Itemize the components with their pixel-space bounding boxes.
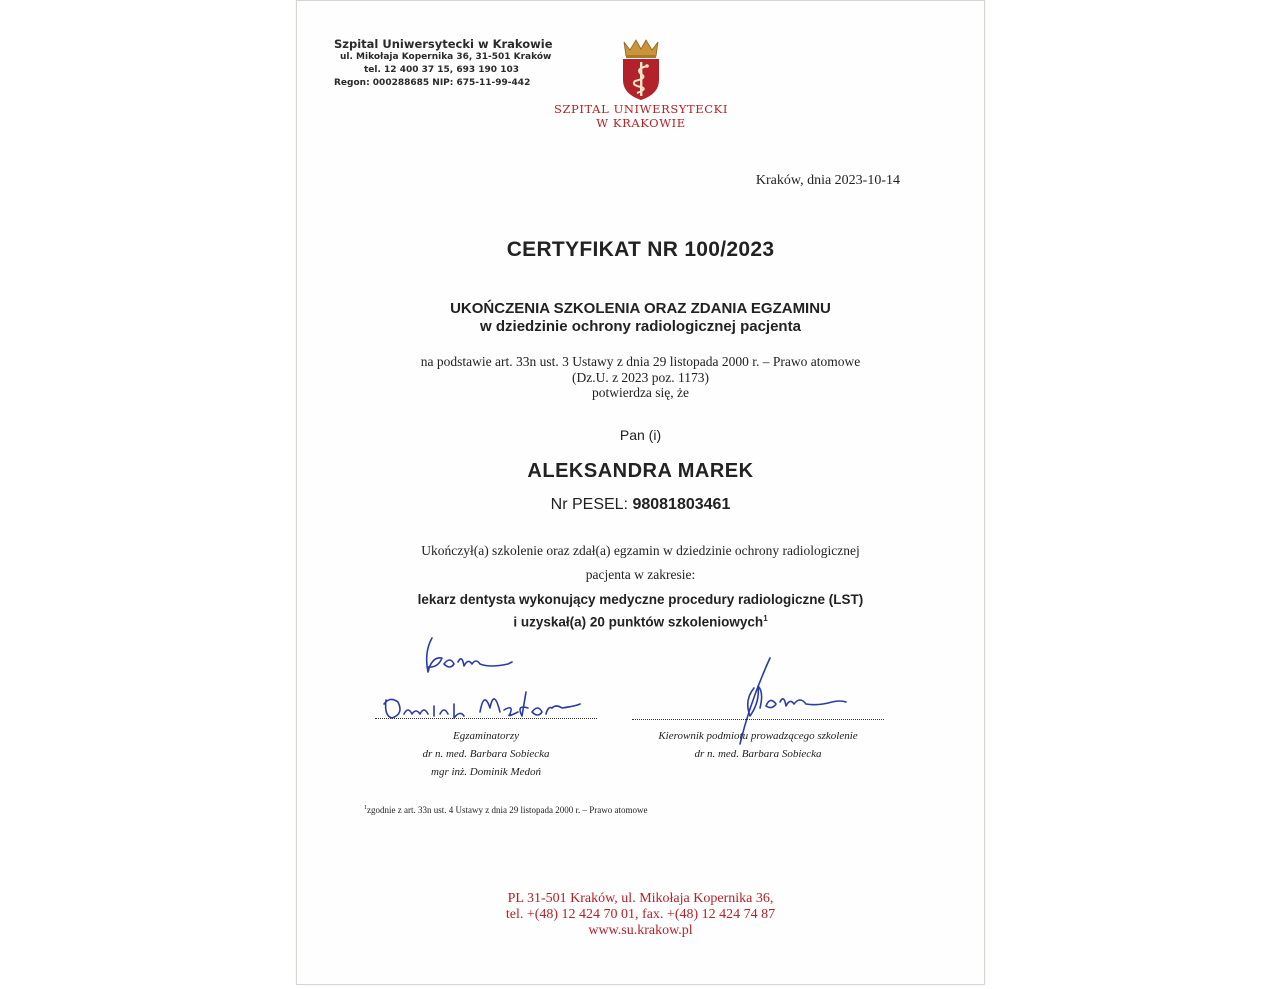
basis-line-3: potwierdza się, że	[591, 385, 690, 400]
salutation: Pan (i)	[619, 427, 662, 443]
subtitle-line-1: UKOŃCZENIA SZKOLENIA ORAZ ZDANIA EGZAMINU	[450, 300, 831, 317]
pesel-row	[296, 496, 985, 514]
stamp-line-2: ul. Mikołaja Kopernika 36, 31-501 Kraków	[340, 52, 552, 62]
hospital-name-line-1: SZPITAL UNIWERSYTECKI	[553, 102, 729, 116]
handwritten-signature-examiners	[380, 634, 600, 726]
footer-phone-fax: tel. +(48) 12 424 70 01, fax. +(48) 12 424 74 87	[505, 907, 776, 922]
stamp-line-1: Szpital Uniwersytecki w Krakowie	[334, 37, 553, 51]
points-text: i uzyskał(a) 20 punktów szkoleniowych	[513, 614, 764, 630]
subtitle-line-2: w dziedzinie ochrony radiologicznej pacjenta	[480, 318, 801, 335]
certificate-page	[296, 0, 985, 985]
footnote-text: zgodnie z art. 33n ust. 4 Ustawy z dnia 29 listopada 2000 r. – Prawo atomowe	[367, 805, 648, 815]
pesel-value: 98081803461	[632, 496, 731, 513]
footnote-ref: 1	[763, 614, 768, 623]
footer-address: PL 31-501 Kraków, ul. Mikołaja Kopernika 36,	[507, 891, 774, 906]
director-name: dr n. med. Barbara Sobiecka	[694, 748, 822, 760]
statement-line-4	[296, 614, 985, 630]
hospital-name-line-2: W KRAKOWIE	[596, 116, 686, 130]
footnote-mark: 1	[364, 805, 367, 811]
footer-website: www.su.krakow.pl	[588, 923, 693, 938]
hospital-stamp	[334, 38, 553, 90]
statement-line-1: Ukończył(a) szkolenie oraz zdał(a) egzamin w dziedzinie ochrony radiologicznej	[421, 543, 860, 558]
stamp-line-4: Regon: 000288685 NIP: 675-11-99-442	[334, 78, 531, 88]
statement-line-3: lekarz dentysta wykonujący medyczne procedury radiologiczne (LST)	[417, 592, 864, 607]
director-role: Kierownik podmiotu prowadzącego szkolenie	[658, 730, 858, 742]
basis-line-1: na podstawie art. 33n ust. 3 Ustawy z dnia 29 listopada 2000 r. – Prawo atomowe	[420, 354, 861, 369]
footnote	[364, 805, 647, 815]
basis-line-2: (Dz.U. z 2023 poz. 1173)	[571, 370, 710, 385]
hospital-crest-icon	[618, 38, 664, 102]
issue-date: Kraków, dnia 2023-10-14	[755, 173, 900, 188]
signature-line-left	[375, 718, 597, 719]
recipient-name: ALEKSANDRA MAREK	[527, 460, 754, 482]
pesel-label: Nr PESEL:	[550, 496, 628, 513]
examiner-name-2: mgr inż. Dominik Medoń	[431, 766, 541, 778]
stamp-line-3: tel. 12 400 37 15, 693 190 103	[364, 65, 519, 75]
statement-line-2: pacjenta w zakresie:	[585, 567, 696, 582]
certificate-title: CERTYFIKAT NR 100/2023	[506, 238, 775, 261]
examiner-name-1: dr n. med. Barbara Sobiecka	[422, 748, 550, 760]
signature-line-right	[632, 719, 884, 720]
examiners-role: Egzaminatorzy	[453, 730, 519, 742]
